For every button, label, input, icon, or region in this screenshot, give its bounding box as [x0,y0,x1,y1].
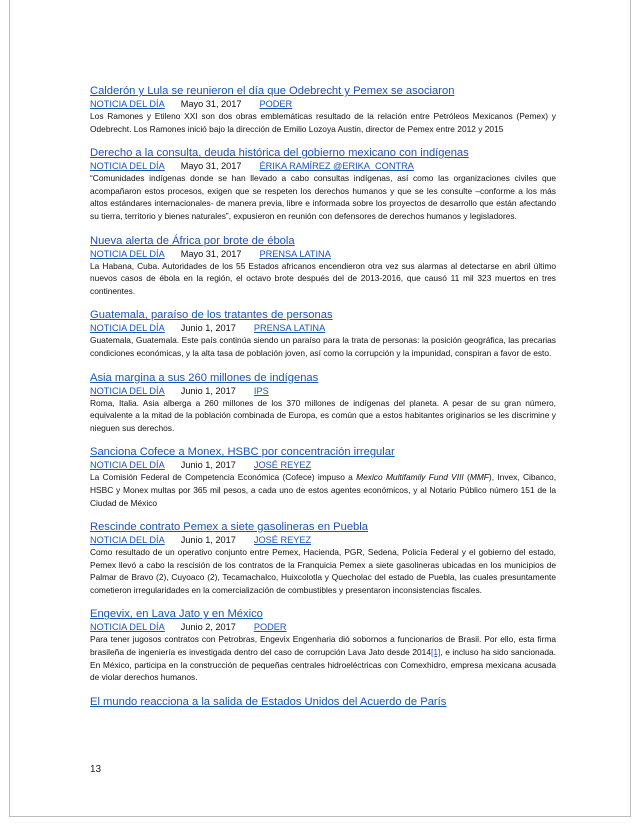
section-link[interactable]: NOTICIA DEL DÍA [90,385,165,396]
news-item [90,445,556,509]
article-meta [90,459,556,471]
fund-abbr: MMF [469,472,489,483]
section-link[interactable]: NOTICIA DEL DÍA [90,323,165,334]
article-title-link[interactable]: Sanciona Cofece a Monex, HSBC por concentración irregular [90,446,395,459]
news-item [90,695,556,709]
article-summary: Roma, Italia. Asia alberga a 260 millones de los 370 millones de indígenas del planeta. A pesar de su gran número, equivalente a la mitad de la población combinada de Europa, es común que a estos habitantes originarios se les discrimine y nieguen sus derechos. [90,397,556,433]
summary-text: ( [463,472,470,483]
news-item [90,84,556,135]
article-date: Junio 1, 2017 [180,323,236,334]
article-date: Mayo 31, 2017 [180,161,242,172]
article-summary: Los Ramones y Etileno XXI son dos obras emblemáticas resultado de la relación entre Petróleos Mexicanos (Pemex) y Odebrecht. Los Ramones inició bajo la dirección de Emilio Lozoya Austin, director de Pemex entre 2012 y 2015 [90,111,556,134]
news-item [90,520,556,596]
article-meta [90,534,556,546]
article-summary: Como resultado de un operativo conjunto entre Pemex, Hacienda, PGR, Sedena, Policía Federal y el gobierno del estado, Pemex llevó a cabo la rescisión de los contratos de la Franquicia Pemex a siete gasolineras ubicadas en los municipios de Palmar de Bravo (2), Cuyoaco (2), Tecamachalco, Huixcolotla y Quecholac del estado de Puebla, las cuales presuntamente cometieron irregularidades en la comercialización de combustibles y presentaron inconsistencias fiscales. [90,547,556,595]
article-date: Junio 1, 2017 [180,385,236,396]
article-meta [90,621,556,633]
article-date: Mayo 31, 2017 [180,99,242,109]
page-number: 13 [90,764,102,775]
article-title-link[interactable]: Engevix, en Lava Jato y en México [90,608,263,621]
author-link[interactable]: JOSÉ REYEZ [253,535,312,546]
article-title-link[interactable]: Nueva alerta de África por brote de ébola [90,234,295,247]
article-title-link[interactable]: Guatemala, paraíso de los tratantes de personas [90,309,333,322]
news-item [90,146,556,222]
article-summary: “Comunidades indígenas donde se han llevado a cabo consultas indígenas, así como las organizaciones civiles que acompañaron estos procesos, exigen que se respeten los derechos humanos y que se les consulte –conforme a los más altos estándares internacionales- de manera previa, libre e informada sobre los proyectos de desarrollo que están afectando su tierra, territorio y bienes naturales”, expusieron en reunión con defensores de derechos humanos y legisladores. [90,173,556,221]
article-title-link[interactable]: Asia margina a sus 260 millones de indígenas [90,371,319,384]
news-item [90,607,556,683]
summary-text: ), Invex, Cibanco, HSBC y Monex multas por 365 mil pesos, a cada uno de estos agentes económicos, y al Notario Público número 151 de la Ciudad de México [90,472,557,508]
author-link[interactable]: PODER [253,622,287,633]
article-meta [90,322,556,334]
article-title-link[interactable]: Rescinde contrato Pemex a siete gasolineras en Puebla [90,521,368,534]
news-list [90,84,556,720]
summary-text: La Comisión Federal de Competencia Económica (Cofece) impuso a [90,472,357,483]
article-title-link[interactable]: Calderón y Lula se reunieron el día que Odebrecht y Pemex se asociaron [90,85,455,97]
fund-name: Mexico Multifamily Fund VIII [356,472,464,483]
author-link[interactable]: IPS [253,385,269,396]
author-link[interactable]: ÉRIKA RAMÍREZ @ERIKA_CONTRA [259,161,414,172]
article-date: Junio 2, 2017 [180,622,236,633]
article-meta [90,98,556,110]
article-meta [90,248,556,260]
section-link[interactable]: NOTICIA DEL DÍA [90,248,165,259]
summary-text: Para tener jugosos contratos con Petrobras, Engevix Engenharia dió sobornos a funcionarios de Brasil. Por ello, esta firma brasileña de ingeniería es investigada dentro del caso de corrupción Lava Jato desde 2014 [90,634,556,658]
article-meta [90,160,556,172]
section-link[interactable]: NOTICIA DEL DÍA [90,535,165,546]
article-summary: Guatemala, Guatemala. Este país continúa siendo un paraíso para la trata de personas: la posición geográfica, las precarias condiciones económicas, y la alta tasa de población joven, así como la corrupción y la impunidad, conspiran a favor de esto. [90,335,556,358]
article-date: Junio 1, 2017 [180,535,236,546]
author-link[interactable]: PRENSA LATINA [259,248,331,259]
article-summary [90,471,556,509]
footnote-link[interactable]: [1] [431,647,441,658]
article-summary: La Habana, Cuba. Autoridades de los 55 Estados africanos encendieron otra vez sus alarmas al detectarse en abril último nuevos casos de ébola en la región, el octavo brote después del de 2013-2016, que causó 11 mil 323 muertos en tres continentes. [90,260,556,296]
news-item [90,371,556,435]
author-link[interactable]: PODER [259,99,293,109]
article-meta [90,385,556,397]
section-link[interactable]: NOTICIA DEL DÍA [90,460,165,471]
section-link[interactable]: NOTICIA DEL DÍA [90,99,165,109]
article-date: Junio 1, 2017 [180,460,236,471]
article-title-link[interactable]: Derecho a la consulta, deuda histórica del gobierno mexicano con indígenas [90,147,469,160]
author-link[interactable]: PRENSA LATINA [253,323,326,334]
article-title-link[interactable]: El mundo reacciona a la salida de Estados Unidos del Acuerdo de París [90,695,447,708]
author-link[interactable]: JOSÉ REYEZ [253,460,312,471]
article-summary [90,633,556,683]
section-link[interactable]: NOTICIA DEL DÍA [90,161,165,172]
article-date: Mayo 31, 2017 [180,248,242,259]
news-item [90,308,556,359]
news-item [90,234,556,298]
section-link[interactable]: NOTICIA DEL DÍA [90,622,165,633]
summary-text: , e incluso ha sido sancionada. En México, participa en la construcción de pequeñas centrales hidroeléctricas con Comexhidro, empresa mexicana acusada de violar derechos humanos. [90,647,556,683]
